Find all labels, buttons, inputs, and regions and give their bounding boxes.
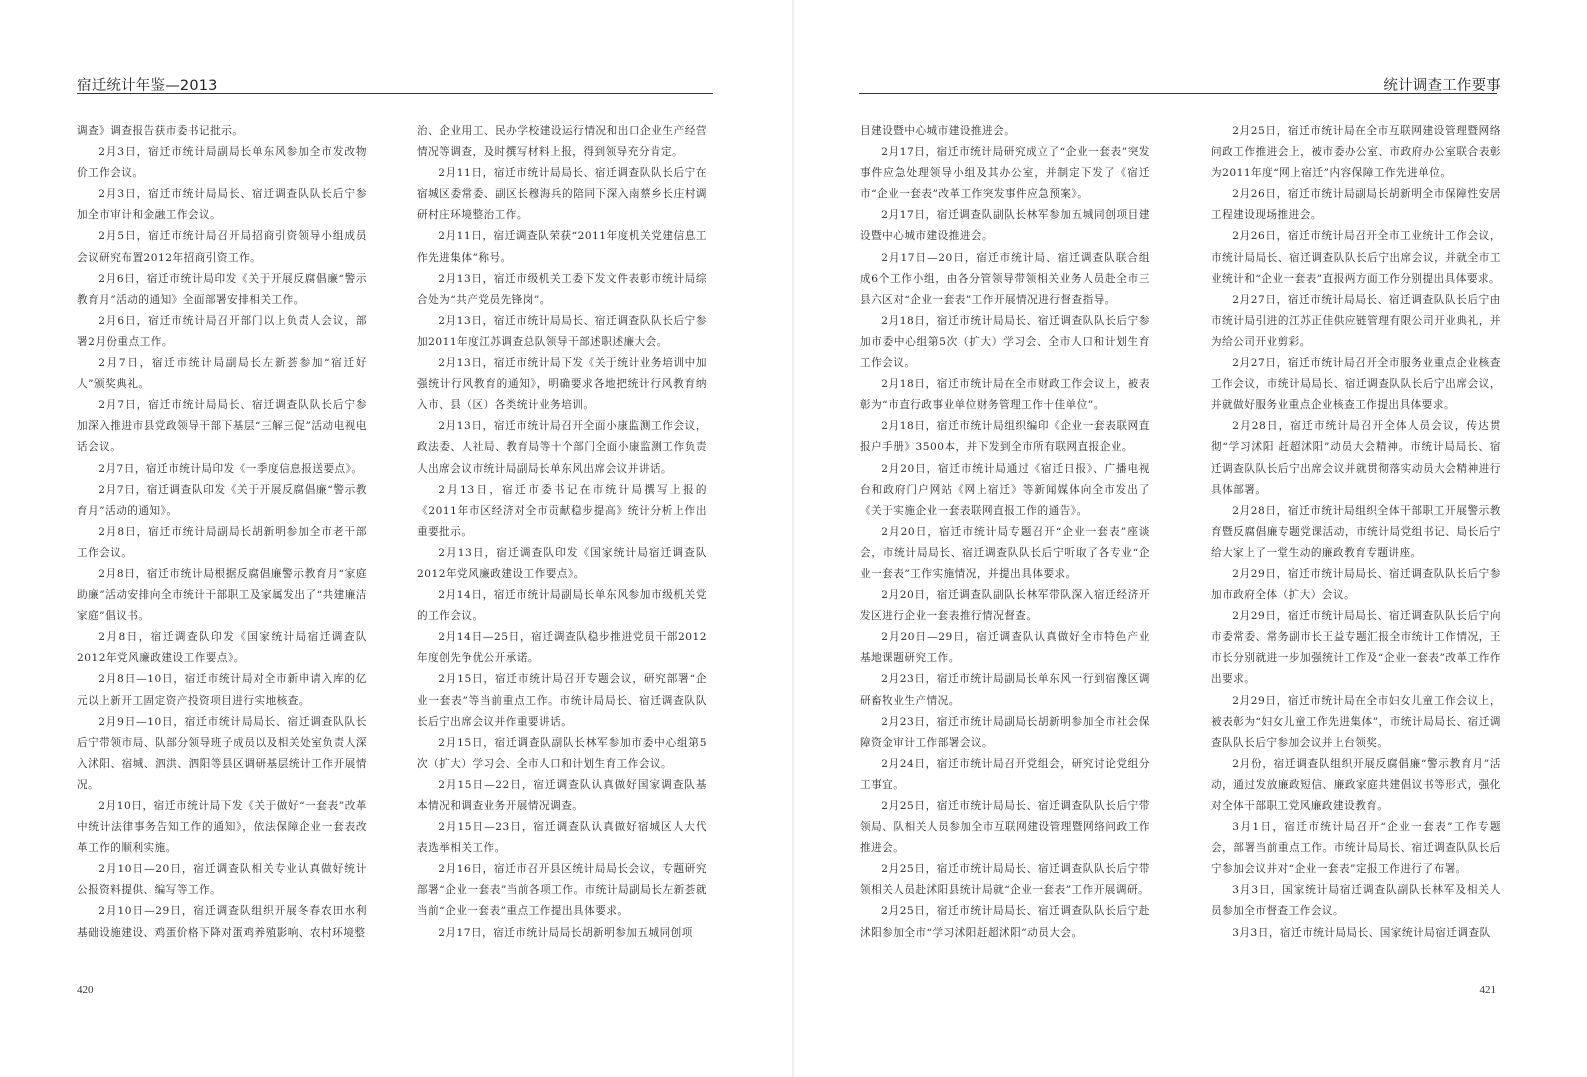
left-page bbox=[0, 0, 793, 1077]
chronicle-entry: 2月6日，宿迁市统计局印发《关于开展反腐倡廉“警示教育月”活动的通知》全面部署安排相关工作。 bbox=[77, 272, 367, 306]
header-rule-right bbox=[859, 93, 1497, 94]
chronicle-entry: 目建设暨中心城市建设推进会。 bbox=[860, 125, 1016, 137]
chronicle-entry: 2月20日，宿迁市统计局通过《宿迁日报》、广播电视台和政府门户网站《网上宿迁》等新闻媒体向全市发出了《关于实施企业一套表联网直报工作的通告》。 bbox=[860, 462, 1150, 517]
chronicle-entry: 2月25日，宿迁市统计局局长、宿迁调查队队长后宁带领相关人员赴沭阳县统计局就“企业一套表”工作开展调研。 bbox=[860, 863, 1150, 897]
chronicle-entry: 2月11日，宿迁市统计局局长、宿迁调查队队长后宁在宿城区委常委、副区长穆海兵的陪同下深入南蔡乡长庄村调研村庄环境整治工作。 bbox=[417, 167, 707, 222]
chronicle-entry: 2月25日，宿迁市统计局局长、宿迁调查队队长后宁赴沭阳参加全市“学习沭阳赶超沭阳”动员大会。 bbox=[860, 905, 1150, 939]
chronicle-entry: 3月3日，宿迁市统计局局长、国家统计局宿迁调查队 bbox=[1232, 926, 1491, 939]
chronicle-entry: 2月24日，宿迁市统计局召开党组会，研究讨论党组分工事宜。 bbox=[860, 757, 1150, 791]
chronicle-entry: 2月11日，宿迁调查队荣获“2011年度机关党建信息工作先进集体”称号。 bbox=[417, 230, 707, 264]
chronicle-entry: 2月16日，宿迁市召开县区统计局局长会议，专题研究部署“企业一套表”当前各项工作。市统计局副局长左新荟就当前“企业一套表”重点工作提出具体要求。 bbox=[417, 863, 707, 918]
chronicle-entry: 2月13日，宿迁市统计局下发《关于统计业务培训中加强统计行风教育的通知》，明确要求各地把统计行风教育纳入市、县（区）各类统计业务培训。 bbox=[417, 357, 707, 412]
chronicle-entry: 3月3日，国家统计局宿迁调查队副队长林军及相关人员参加全市督查工作会议。 bbox=[1211, 884, 1501, 918]
chronicle-entry: 2月23日，宿迁市统计局副局长胡新明参加全市社会保障资金审计工作部署会议。 bbox=[860, 715, 1150, 749]
right-page-column-2 bbox=[1211, 121, 1501, 944]
chronicle-entry: 2月18日，宿迁市统计局在全市财政工作会议上，被表彰为“市直行政事业单位财务管理工作十佳单位”。 bbox=[860, 378, 1150, 412]
chronicle-entry: 2月29日，宿迁市统计局在全市妇女儿童工作会议上，被表彰为“妇女儿童工作先进集体”，市统计局局长、宿迁调查队队长后宁参加会议并上台领奖。 bbox=[1211, 694, 1501, 749]
chronicle-entry: 2月8日，宿迁市统计局根据反腐倡廉警示教育月“家庭助廉”活动安排向全市统计干部职工及家属发出了“共建廉洁家庭”倡议书。 bbox=[77, 567, 367, 623]
chronicle-entry: 2月13日，宿迁市级机关工委下发文件表彰市统计局综合处为“共产党员先锋岗”。 bbox=[417, 272, 707, 306]
chronicle-entry: 2月6日，宿迁市统计局召开部门以上负责人会议，部署2月份重点工作。 bbox=[77, 314, 367, 348]
chronicle-entry: 2月25日，宿迁市统计局局长、宿迁调查队队长后宁带领局、队相关人员参加全市互联网建设管理暨网络问政工作推进会。 bbox=[860, 800, 1150, 855]
left-page-column-2 bbox=[417, 121, 707, 944]
chronicle-entry: 2月20日—29日，宿迁调查队认真做好全市特色产业基地课题研究工作。 bbox=[860, 631, 1150, 665]
chronicle-entry: 2月7日，宿迁调查队印发《关于开展反腐倡廉“警示教育月”活动的通知》。 bbox=[77, 483, 367, 517]
right-page-column-1 bbox=[860, 121, 1150, 944]
chronicle-entry: 2月17日，宿迁调查队副队长林军参加五城同创项目建设暨中心城市建设推进会。 bbox=[860, 209, 1150, 243]
right-page bbox=[794, 0, 1587, 1077]
chronicle-entry: 2月26日，宿迁市统计局副局长胡新明全市保障性安居工程建设现场推进会。 bbox=[1211, 188, 1501, 222]
chronicle-entry: 2月23日，宿迁市统计局副局长单东风一行到宿豫区调研畜牧业生产情况。 bbox=[860, 673, 1150, 707]
chronicle-entry: 调查》调查报告获市委书记批示。 bbox=[77, 125, 244, 137]
chronicle-entry: 2月26日，宿迁市统计局召开全市工业统计工作会议，市统计局局长、宿迁调查队队长后宁出席会议，并就全市工业统计和“企业一套表”直报两方面工作分别提出具体要求。 bbox=[1211, 230, 1501, 285]
chronicle-entry: 2月7日，宿迁市统计局局长、宿迁调查队队长后宁参加深入推进市县党政领导干部下基层“三解三促”活动电视电话会议。 bbox=[77, 399, 367, 454]
chronicle-entry: 2月3日，宿迁市统计局局长、宿迁调查队队长后宁参加全市审计和金融工作会议。 bbox=[77, 188, 367, 222]
chronicle-entry: 3月1日，宿迁市统计局召开“企业一套表”工作专题会，部署当前重点工作。市统计局局长、宿迁调查队队长后宁参加会议并对“企业一套表”定报工作进行了布署。 bbox=[1211, 821, 1501, 876]
chronicle-entry: 2月13日，宿迁市统计局局长、宿迁调查队队长后宁参加2011年度江苏调查总队领导干部述职述廉大会。 bbox=[417, 314, 707, 348]
chronicle-entry: 2月15日，宿迁调查队副队长林军参加市委中心组第5次（扩大）学习会、全市人口和计划生育工作会议。 bbox=[417, 736, 707, 770]
chronicle-entry: 2月17日—20日，宿迁市统计局、宿迁调查队联合组成6个工作小组，由各分管领导带领相关业务人员赴全市三县六区对“企业一套表”工作开展情况进行督查指导。 bbox=[860, 251, 1150, 306]
page-number-left: 420 bbox=[77, 984, 94, 996]
chronicle-entry: 2月18日，宿迁市统计局局长、宿迁调查队队长后宁参加市委中心组第5次（扩大）学习会、全市人口和计划生育工作会议。 bbox=[860, 314, 1150, 370]
running-head-left: 宿迁统计年鉴—2013 bbox=[77, 78, 218, 94]
chronicle-entry: 2月15日—23日，宿迁调查队认真做好宿城区人大代表选举相关工作。 bbox=[417, 821, 707, 855]
chronicle-entry: 2月5日，宿迁市统计局召开局招商引资领导小组成员会议研究布置2012年招商引资工作。 bbox=[77, 230, 367, 264]
chronicle-entry: 2月28日，宿迁市统计局召开全体人员会议，传达贯彻“学习沭阳 赶超沭阳”动员大会精神。市统计局局长、宿迁调查队队长后宁出席会议并就贯彻落实动员大会精神进行具体部署。 bbox=[1211, 420, 1501, 496]
chronicle-entry: 2月份，宿迁调查队组织开展反腐倡廉“警示教育月”活动，通过发放廉政短信、廉政家庭共建倡议书等形式，强化对全体干部职工党风廉政建设教育。 bbox=[1211, 757, 1501, 812]
chronicle-entry: 2月14日，宿迁市统计局副局长单东风参加市级机关党的工作会议。 bbox=[417, 589, 707, 623]
chronicle-entry: 2月15日，宿迁市统计局召开专题会议，研究部署“企业一套表”等当前重点工作。市统计局局长、宿迁调查队队长后宁出席会议并作重要讲话。 bbox=[417, 673, 707, 728]
chronicle-entry: 2月8日，宿迁调查队印发《国家统计局宿迁调查队2012年党风廉政建设工作要点》。 bbox=[77, 631, 367, 665]
chronicle-entry: 2月10日，宿迁市统计局下发《关于做好“一套表”改革中统计法律事务告知工作的通知》，依法保障企业一套表改革工作的顺利实施。 bbox=[77, 800, 367, 855]
chronicle-entry: 2月29日，宿迁市统计局局长、宿迁调查队队长后宁向市委常委、常务副市长王益专题汇报全市统计工作情况，王市长分别就进一步加强统计工作及“企业一套表”改革工作作出要求。 bbox=[1211, 610, 1501, 686]
chronicle-entry: 2月13日，宿迁市委书记在市统计局撰写上报的《2011年市区经济对全市贡献稳步提高》统计分析上作出重要批示。 bbox=[417, 483, 707, 538]
chronicle-entry: 2月28日，宿迁市统计局组织全体干部职工开展警示教育暨反腐倡廉专题党课活动，市统计局党组书记、局长后宁给大家上了一堂生动的廉政教育专题讲座。 bbox=[1211, 504, 1501, 559]
chronicle-entry: 2月10日—20日，宿迁调查队相关专业认真做好统计公报资料提供、编写等工作。 bbox=[77, 863, 367, 897]
chronicle-entry: 2月27日，宿迁市统计局召开全市服务业重点企业核查工作会议，市统计局局长、宿迁调查队队长后宁出席会议，并就做好服务业重点企业核查工作提出具体要求。 bbox=[1211, 357, 1501, 412]
chronicle-entry: 治、企业用工、民办学校建设运行情况和出口企业生产经营情况等调查，及时撰写材料上报，得到领导充分肯定。 bbox=[417, 125, 707, 159]
running-head-right: 统计调查工作要事 bbox=[1383, 78, 1501, 94]
chronicle-entry: 2月17日，宿迁市统计局局长胡新明参加五城同创项 bbox=[438, 926, 693, 939]
chronicle-entry: 2月7日，宿迁市统计局印发《一季度信息报送要点》。 bbox=[98, 462, 363, 475]
chronicle-entry: 2月7日，宿迁市统计局副局长左新荟参加“宿迁好人”颁奖典礼。 bbox=[77, 357, 367, 391]
chronicle-entry: 2月10日—29日，宿迁调查队组织开展冬春农田水利基础设施建设、鸡蛋价格下降对蛋鸡养殖影响、农村环境整 bbox=[77, 905, 367, 939]
chronicle-entry: 2月29日，宿迁市统计局局长、宿迁调查队队长后宁参加市政府全体（扩大）会议。 bbox=[1211, 567, 1501, 602]
chronicle-entry: 2月8日，宿迁市统计局副局长胡新明参加全市老干部工作会议。 bbox=[77, 525, 367, 559]
chronicle-entry: 2月25日，宿迁市统计局在全市互联网建设管理暨网络问政工作推进会上，被市委办公室、市政府办公室联合表彰为2011年度“网上宿迁”内容保障工作先进单位。 bbox=[1211, 125, 1501, 180]
chronicle-entry: 2月27日，宿迁市统计局局长、宿迁调查队队长后宁由市统计局引进的江苏正佳供应链管理有限公司开业典礼，并为给公司开业剪彩。 bbox=[1211, 293, 1501, 348]
chronicle-entry: 2月17日，宿迁市统计局研究成立了“企业一套表”突发事件应急处理领导小组及其办公室，并制定下发了《宿迁市“企业一套表”改革工作突发事件应急预案》。 bbox=[860, 146, 1150, 201]
header-rule-left bbox=[77, 93, 713, 94]
chronicle-entry: 2月9日—10日，宿迁市统计局局长、宿迁调查队队长后宁带领市局、队部分领导班子成员以及相关处室负责人深入沭阳、宿城、泗洪、泗阳等县区调研基层统计工作开展情况。 bbox=[77, 715, 367, 791]
chronicle-entry: 2月20日，宿迁调查队副队长林军带队深入宿迁经济开发区进行企业一套表推行情况督查。 bbox=[860, 589, 1150, 623]
left-page-column-1 bbox=[77, 121, 367, 944]
chronicle-entry: 2月13日，宿迁调查队印发《国家统计局宿迁调查队2012年党风廉政建设工作要点》。 bbox=[417, 546, 707, 580]
chronicle-entry: 2月15日—22日，宿迁调查队认真做好国家调查队基本情况和调查业务开展情况调查。 bbox=[417, 778, 707, 812]
chronicle-entry: 2月13日，宿迁市统计局召开全面小康监测工作会议，政法委、人社局、教育局等十个部门全面小康监测工作负责人出席会议市统计局副局长单东风出席会议并讲话。 bbox=[417, 420, 707, 475]
chronicle-entry: 2月8日—10日，宿迁市统计局对全市新申请入库的亿元以上新开工固定资产投资项目进行实地核查。 bbox=[77, 673, 367, 707]
chronicle-entry: 2月18日，宿迁市统计局组织编印《企业一套表联网直报户手册》3500本，并下发到全市所有联网直报企业。 bbox=[860, 420, 1150, 454]
chronicle-entry: 2月3日，宿迁市统计局副局长单东风参加全市发改物价工作会议。 bbox=[77, 146, 367, 180]
page-number-right: 421 bbox=[1479, 984, 1496, 996]
chronicle-entry: 2月14日—25日，宿迁调查队稳步推进党员干部2012年度创先争优公开承诺。 bbox=[417, 631, 707, 665]
chronicle-entry: 2月20日，宿迁市统计局专题召开“企业一套表”座谈会，市统计局局长、宿迁调查队队长后宁听取了各专业“企业一套表”工作实施情况，并提出具体要求。 bbox=[860, 525, 1150, 580]
